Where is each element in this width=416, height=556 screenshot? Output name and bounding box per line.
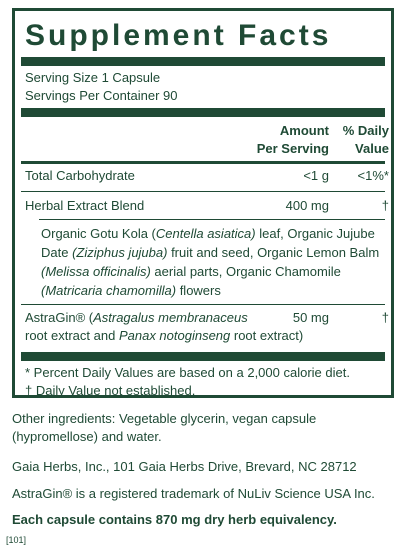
- header-bar: [21, 108, 385, 117]
- row-blend-dv: †: [381, 198, 389, 213]
- label-code: [101]: [6, 535, 27, 545]
- title-bar: [21, 57, 385, 66]
- header-rule: [21, 161, 385, 164]
- other-ingredients: Other ingredients: Vegetable glycerin, vegan capsule (hypromellose) and water.: [12, 411, 317, 444]
- footnote-dv: * Percent Daily Values are based on a 2,000 calorie diet.: [25, 365, 350, 380]
- header-dv-2: Value: [355, 141, 389, 156]
- supplement-facts-panel: [12, 8, 394, 398]
- blend-rule: [39, 219, 385, 220]
- servings-per-container: Servings Per Container 90: [25, 88, 178, 103]
- astragin-rule: [21, 304, 385, 305]
- row-carb-amount: <1 g: [303, 168, 329, 183]
- equivalency-note: Each capsule contains 870 mg dry herb equivalency.: [12, 512, 337, 527]
- row-carb-name: Total Carbohydrate: [25, 168, 135, 183]
- blend-ingredients: Organic Gotu Kola (Centella asiatica) leaf, Organic Jujube Date (Ziziphus jujuba) fruit and seed, Organic Lemon Balm (Melissa officinalis) aerial parts, Organic Chamomile (Matricaria chamomilla) flowers: [41, 226, 380, 298]
- company-address: Gaia Herbs, Inc., 101 Gaia Herbs Drive, Brevard, NC 28712: [12, 459, 357, 474]
- footer-bar: [21, 352, 385, 361]
- row-blend-amount: 400 mg: [285, 198, 329, 213]
- row-rule: [21, 191, 385, 192]
- astragin-amount: 50 mg: [292, 310, 329, 325]
- header-amount-1: Amount: [279, 123, 329, 138]
- astragin-line-2: root extract and Panax notoginseng root extract): [25, 328, 304, 343]
- footnote-dagger: † Daily Value not established.: [25, 383, 196, 398]
- astragin-dv: †: [381, 310, 389, 325]
- header-amount-2: Per Serving: [256, 141, 329, 156]
- header-dv-1: % Daily: [342, 123, 389, 138]
- serving-size: Serving Size 1 Capsule: [25, 70, 161, 85]
- row-blend-name: Herbal Extract Blend: [25, 198, 145, 213]
- astragin-line-1: AstraGin® (Astragalus membranaceus: [25, 310, 248, 325]
- row-carb-dv: <1%*: [357, 168, 389, 183]
- trademark-notice: AstraGin® is a registered trademark of NuLiv Science USA Inc.: [12, 486, 375, 501]
- panel-title: Supplement Facts: [25, 19, 332, 52]
